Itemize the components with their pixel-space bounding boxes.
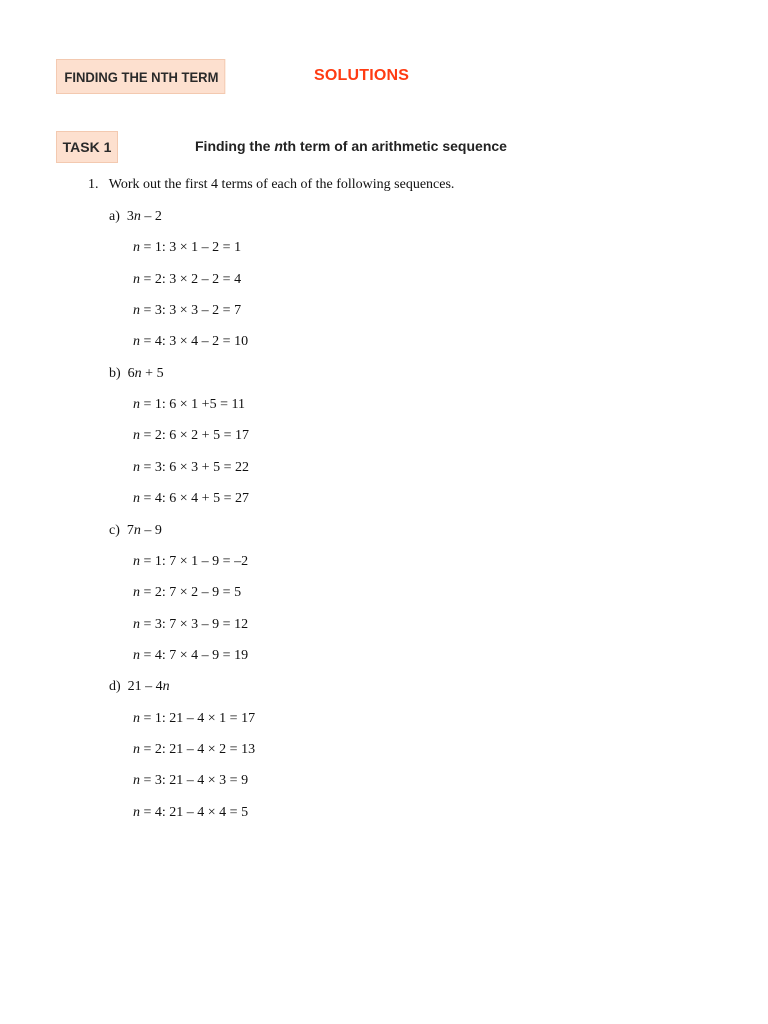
task-label-box [56,131,118,163]
working-line: n = 1: 21 – 4 × 1 = 17 [133,710,256,726]
part-a-heading [109,209,162,225]
working-line: n = 1: 3 × 1 – 2 = 1 [133,240,242,256]
part-expression: 7n – 9 [126,522,162,538]
question-text: Work out the first 4 terms of each of the following sequences. [108,177,455,192]
working-line: n = 3: 21 – 4 × 3 = 9 [133,773,249,789]
task-label: TASK 1 [62,139,112,155]
working-line: n = 4: 3 × 4 – 2 = 10 [133,334,249,350]
part-c-heading [109,523,162,539]
question-number: 1. [88,177,99,192]
working-line: n = 4: 21 – 4 × 4 = 5 [133,804,249,820]
part-expression: 3n – 2 [126,209,162,224]
part-expression: 6n + 5 [127,365,164,381]
part-expression: 21 – 4n [127,679,170,695]
topic-header [56,59,225,94]
working-line: n = 4: 6 × 4 + 5 = 27 [133,491,249,507]
working-line: n = 2: 6 × 2 + 5 = 17 [133,428,249,444]
working-line: n = 4: 7 × 4 – 9 = 19 [133,647,249,663]
task-title-var: n [274,138,283,154]
working-line: n = 1: 6 × 1 +5 = 11 [133,397,245,413]
part-label: c) [109,522,120,538]
task-title-pre: Finding the [195,138,275,154]
working-line: n = 3: 6 × 3 + 5 = 22 [133,459,249,475]
part-label: b) [109,365,121,381]
task-title [195,138,507,154]
part-label: d) [109,679,121,695]
topic-title: FINDING THE NTH TERM [64,68,219,85]
part-b-heading [109,366,164,382]
working-line: n = 1: 7 × 1 – 9 = –2 [133,553,249,569]
working-line: n = 2: 21 – 4 × 2 = 13 [133,741,256,757]
working-line: n = 2: 3 × 2 – 2 = 4 [133,271,242,287]
working-line: n = 3: 7 × 3 – 9 = 12 [133,616,249,632]
working-line: n = 2: 7 × 2 – 9 = 5 [133,585,242,601]
question-1 [88,177,454,193]
task-title-post: th term of an arithmetic sequence [282,138,507,154]
part-d-heading [109,679,170,695]
solutions-heading: SOLUTIONS [314,67,410,84]
working-line: n = 3: 3 × 3 – 2 = 7 [133,303,242,319]
part-label: a) [109,209,120,224]
